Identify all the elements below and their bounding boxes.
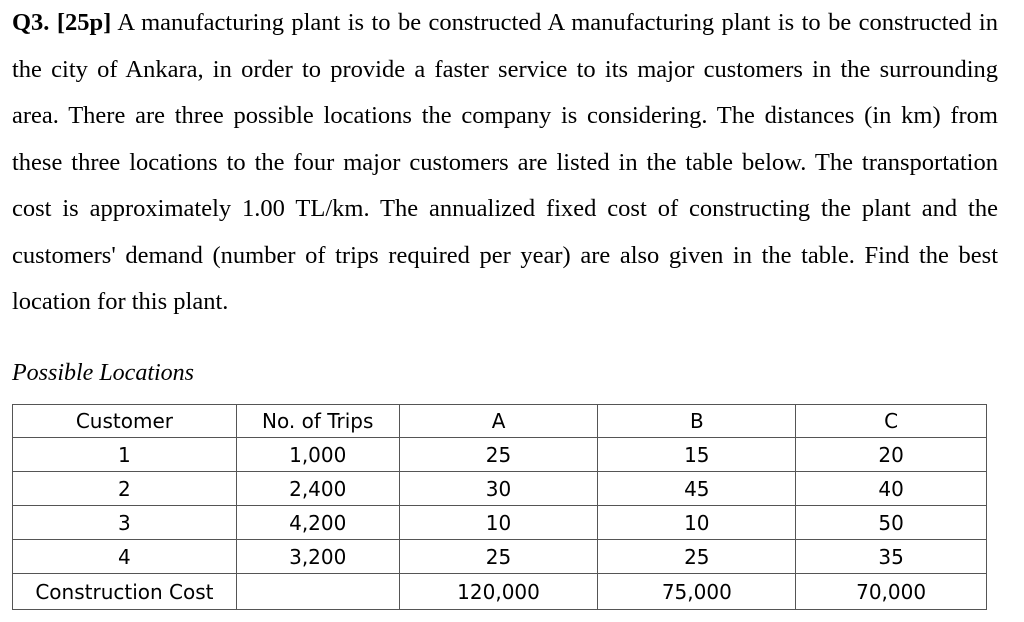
cell-distance-b: 45 (598, 472, 796, 506)
cell-distance-a: 10 (399, 506, 598, 540)
cell-cost-trips (236, 574, 399, 610)
cell-distance-c: 40 (796, 472, 987, 506)
cell-trips: 1,000 (236, 438, 399, 472)
cell-distance-a: 25 (399, 438, 598, 472)
cell-distance-c: 35 (796, 540, 987, 574)
question-label: Q3. [25p] (12, 9, 112, 36)
cell-distance-c: 50 (796, 506, 987, 540)
table-row (13, 438, 987, 472)
cell-trips: 2,400 (236, 472, 399, 506)
cell-distance-c: 20 (796, 438, 987, 472)
table-row (13, 506, 987, 540)
cell-trips: 3,200 (236, 540, 399, 574)
locations-table (12, 404, 987, 610)
cell-distance-b: 15 (598, 438, 796, 472)
cell-customer: 4 (13, 540, 237, 574)
cell-cost-c: 70,000 (796, 574, 987, 610)
question-paragraph (12, 0, 998, 326)
question-text: A manufacturing plant is to be constructed A manufacturing plant is to be constructed in the city of Ankara, in order to provide a faster service to its major customers in the surrounding area. There are three possible locations the company is considering. The distances (in km) from these three locations to the four major customers are listed in the table below. The transportation cost is approximately 1.00 TL/km. The annualized fixed cost of constructing the plant and the customers' demand (number of trips required per year) are also given in the table. Find the best location for this plant. (12, 9, 998, 315)
cell-customer: 3 (13, 506, 237, 540)
cell-distance-a: 25 (399, 540, 598, 574)
cell-distance-b: 10 (598, 506, 796, 540)
header-customer: Customer (13, 405, 237, 438)
cell-distance-a: 30 (399, 472, 598, 506)
cell-cost-b: 75,000 (598, 574, 796, 610)
cell-cost-label: Construction Cost (13, 574, 237, 610)
header-location-a: A (399, 405, 598, 438)
table-caption: Possible Locations (12, 360, 195, 386)
cell-cost-a: 120,000 (399, 574, 598, 610)
cell-customer: 1 (13, 438, 237, 472)
construction-cost-row (13, 574, 987, 610)
table-header-row (13, 405, 987, 438)
header-location-b: B (598, 405, 796, 438)
cell-distance-b: 25 (598, 540, 796, 574)
cell-customer: 2 (13, 472, 237, 506)
header-location-c: C (796, 405, 987, 438)
cell-trips: 4,200 (236, 506, 399, 540)
table-row (13, 472, 987, 506)
header-trips: No. of Trips (236, 405, 399, 438)
table-row (13, 540, 987, 574)
